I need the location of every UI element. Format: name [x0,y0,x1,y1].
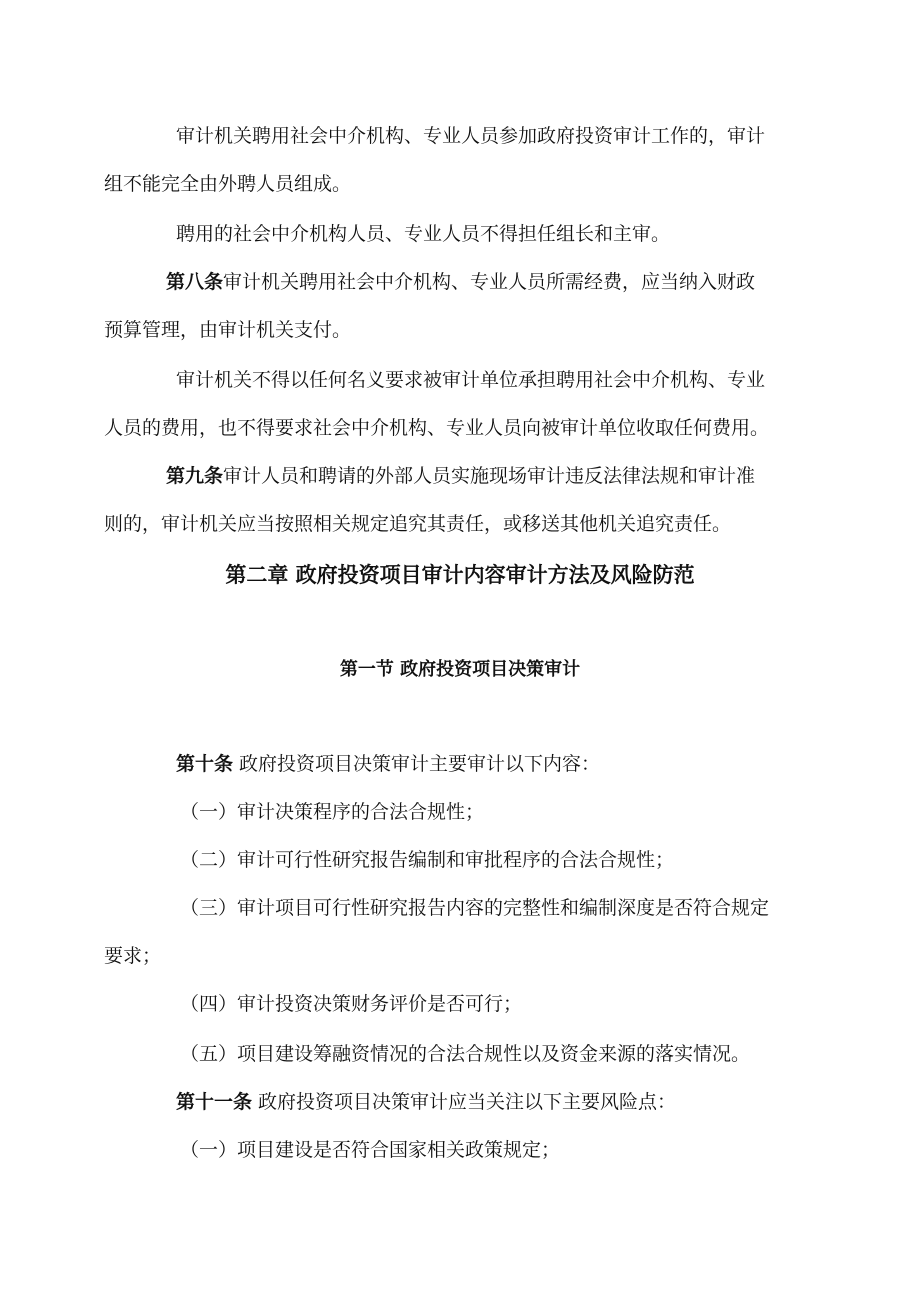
article-11-line [176,1088,920,1116]
chapter-title: 第二章 政府投资项目审计内容审计方法及风险防范 [225,563,695,587]
paragraph-line: 则的，审计机关应当按照相关规定追究其责任，或移送其他机关追究责任。 [104,513,732,535]
article-label: 第十一条 [176,1091,253,1113]
article-8-line [166,268,820,296]
article-text: 政府投资项目决策审计应当关注以下主要风险点： [252,1091,677,1113]
list-item: 要求； [104,945,162,967]
paragraph-line: 审计机关聘用社会中介机构、专业人员参加政府投资审计工作的，审计 [176,125,766,147]
article-9-line [166,462,820,490]
article-text: 审计机关聘用社会中介机构、专业人员所需经费，应当纳入财政 [223,271,756,293]
article-label: 第八条 [166,271,224,293]
list-item: （二）审计可行性研究报告编制和审批程序的合法合规性； [180,849,675,871]
article-text: 政府投资项目决策审计主要审计以下内容： [233,753,601,775]
article-label: 第九条 [166,465,224,487]
paragraph-line: 聘用的社会中介机构人员、专业人员不得担任组长和主审。 [176,223,671,245]
list-item: （三）审计项目可行性研究报告内容的完整性和编制深度是否符合规定 [180,897,770,919]
list-item: （四）审计投资决策财务评价是否可行； [180,993,523,1015]
list-item: （一）项目建设是否符合国家相关政策规定； [180,1139,561,1161]
article-10-line [176,750,920,778]
section-title: 第一节 政府投资项目决策审计 [339,659,581,680]
paragraph-line: 审计机关不得以任何名义要求被审计单位承担聘用社会中介机构、专业 [176,369,766,391]
list-item: （一）审计决策程序的合法合规性； [180,801,485,823]
article-label: 第十条 [176,753,234,775]
article-text: 审计人员和聘请的外部人员实施现场审计违反法律法规和审计准 [223,465,756,487]
paragraph-line: 人员的费用，也不得要求社会中介机构、专业人员向被审计单位收取任何费用。 [104,417,770,439]
paragraph-line: 组不能完全由外聘人员组成。 [104,173,352,195]
list-item: （五）项目建设筹融资情况的合法合规性以及资金来源的落实情况。 [180,1043,751,1065]
paragraph-line: 预算管理，由审计机关支付。 [104,319,352,341]
